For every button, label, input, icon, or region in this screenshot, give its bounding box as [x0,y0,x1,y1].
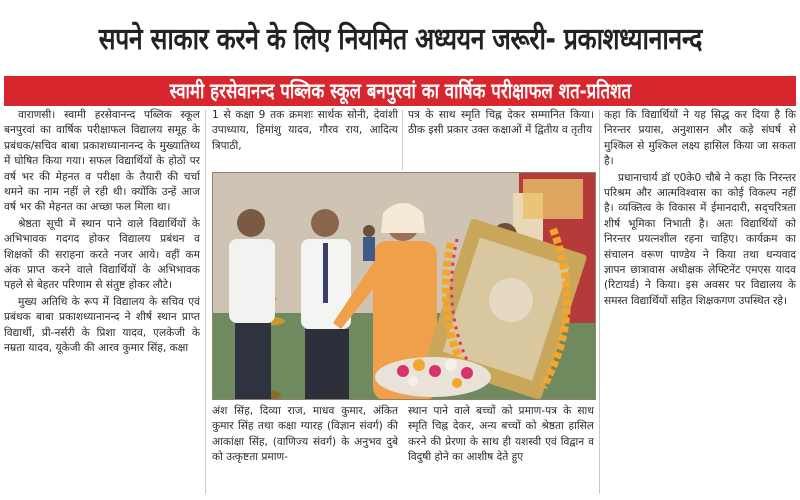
column-divider [205,110,206,494]
article-column-2-bottom [212,404,398,496]
event-photo [212,172,596,400]
subheadline-bar [4,76,796,106]
article-column-3-top [408,108,594,170]
paragraph: वाराणसी। स्वामी हरसेवानन्द पब्लिक स्कूल बनपुरवां का वार्षिक परीक्षाफल विद्यालय समूह के प्रबंधक/सचिव बाबा प्रकाशध्यानानन्द के मुख्यातिथ्य में घोषित किया गया। सफल विद्यार्थियों के होठों पर वर्ष भर की मेहनत व परीक्षा के तैयारी की चर्चा थमने का नाम नहीं ले रही थी। क्योंकि उन्हें आज वर्ष भर की मेहनत का अच्छा फल मिला था। [4,109,200,214]
article-column-1 [4,108,200,496]
headline-banner [0,0,800,74]
paragraph: पत्र के साथ स्मृति चिह्न देकर सम्मानित किया। ठीक इसी प्रकार उक्त कक्षाओं में द्वितीय व तृतीय [408,109,594,137]
event-photo-illustration [213,173,596,400]
paragraph: कहा कि विद्यार्थियों ने यह सिद्ध कर दिया है कि निरन्तर प्रयास, अनुशासन और कड़े संघर्ष से मुश्किल से मुश्किल लक्ष्य हासिल किया जा सकता है। [604,109,796,168]
paragraph: 1 से कक्षा 9 तक क्रमशः सार्थक सोनी, देवांशी उपाध्याय, हिमांशु यादव, गौरव राय, आदित्य त्रिपाठी, [212,109,398,152]
article-column-2-top [212,108,398,170]
column-divider [599,110,600,494]
paragraph: स्थान पाने वाले बच्चों को प्रमाण-पत्र के साथ स्मृति चिह्न देकर, अन्य बच्चों को श्रेष्ठता हासिल करने की प्रेरणा के साथ ही यशस्वी एवं विद्वान व विदुषी होने का आशीष देते हुए [408,405,594,464]
article-column-4 [604,108,796,496]
paragraph: मुख्य अतिथि के रूप में विद्यालय के सचिव एवं प्रबंधक बाबा प्रकाशध्यानानन्द ने शीर्ष स्थान प्राप्त विद्यार्थी, प्री-नर्सरी के प्रिशा यादव, एलकेजी के नम्रता यादव, यूकेजी की आरव कुमार सिंह, कक्षा [4,295,200,355]
headline: सपने साकार करने के लिए नियमित अध्ययन जरूरी- प्रकाशध्यानानन्द [98,21,702,57]
paragraph: अंश सिंह, दिव्या राज, माधव कुमार, अंकित कुमार सिंह तथा कक्षा ग्यारह (विज्ञान संवर्ग) की आकांक्षा सिंह, (वाणिज्य संवर्ग) के अनुभव दुबे को उत्कृष्टता प्रमाण- [212,405,398,464]
paragraph: प्रधानाचार्य डॉ ए0के0 चौबे ने कहा कि निरन्तर परिश्रम और आत्मविश्वास का कोई विकल्प नहीं है। व्यक्तित्व के विकास में ईमानदारी, सद्चरित्रता शीर्ष भूमिका निभाती है। अतः विद्यार्थियों को निरन्तर प्रयत्नशील रहना चाहिए। कार्यक्रम का संचालन वरूण पाण्डेय ने किया तथा धन्यवाद ज्ञापन छात्रावास अधीक्षक लेफ्टिनेंट एमएस यादव (रिटायर्ड) ने किया। इस अवसर पर विद्यालय के समस्त विद्यार्थियों सहित शिक्षकगण उपस्थित रहे। [604,171,796,307]
article-column-3-bottom [408,404,594,496]
subheadline: स्वामी हरसेवानन्द पब्लिक स्कूल बनपुरवां का वार्षिक परीक्षाफल शत-प्रतिशत [169,79,631,103]
paragraph: श्रेष्ठता सूची में स्थान पाने वाले विद्यार्थियों के अभिभावक गदगद होकर विद्यालय प्रबंधन व शिक्षकों की सराहना करते नजर आये। वहीं कम अंक प्राप्त करने वाले विद्यार्थियों के अभिभावक पहले से बेहतर परिणाम से संतुष्ट होकर लौटे। [4,217,200,292]
column-divider [402,110,403,170]
